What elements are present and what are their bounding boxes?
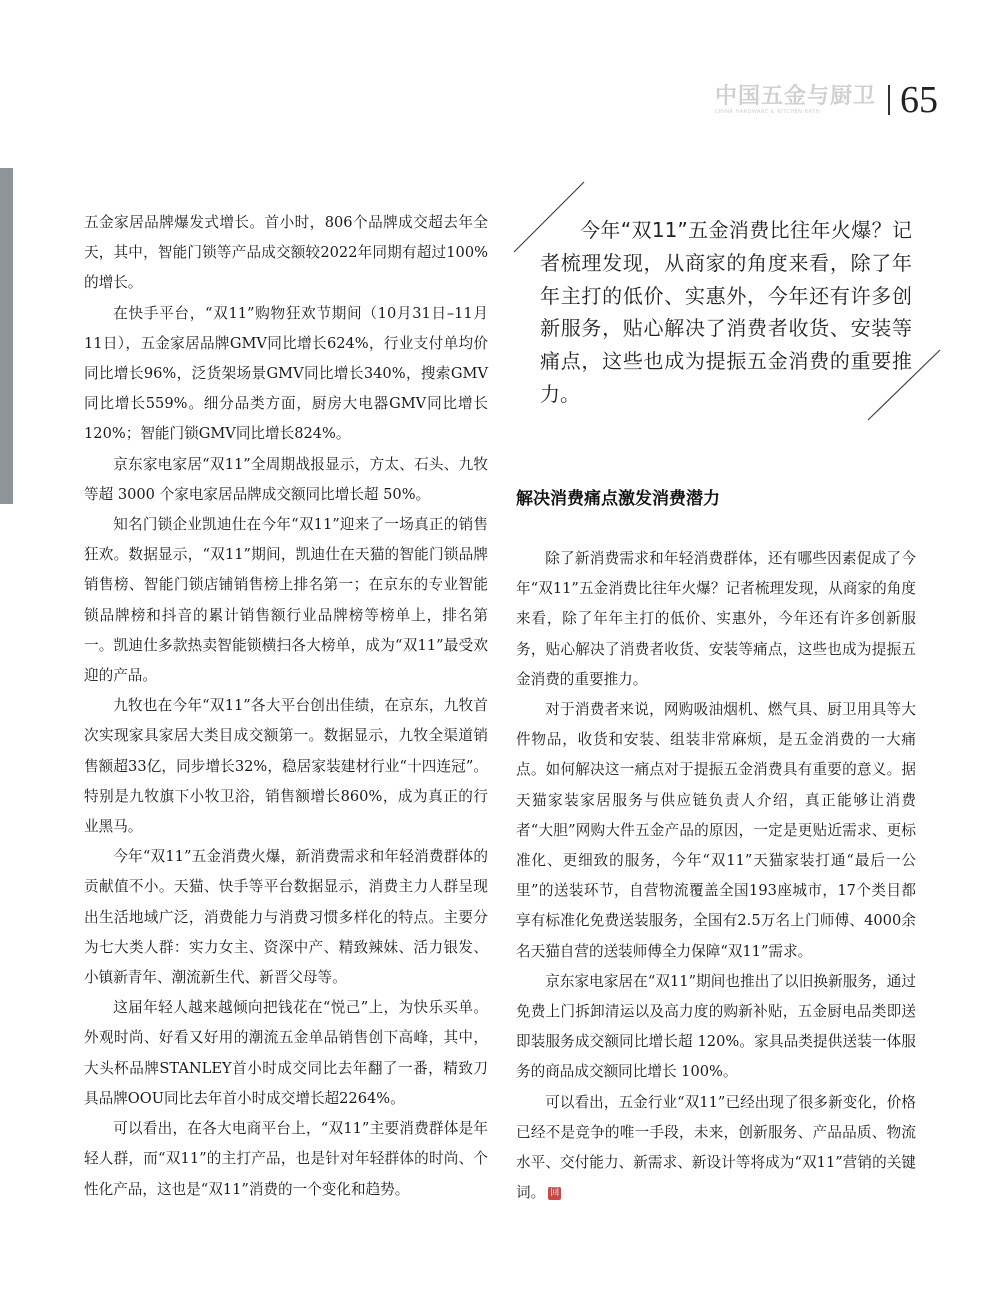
article-paragraph: 在快手平台，“双11”购物狂欢节期间（10月31日–11月11日），五金家居品牌GMV同比增长624%，行业支付单均价同比增长96%，泛货架场景GMV同比增长340%，搜索GMV同比增长559%。细分品类方面，厨房大电器GMV同比增长120%；智能门锁GMV同比增长824%。 xyxy=(84,304,488,443)
edge-color-bar xyxy=(0,168,13,504)
article-paragraph: 知名门锁企业凯迪仕在今年“双11”迎来了一场真正的销售狂欢。数据显示，“双11”期间，凯迪仕在天猫的智能门锁品牌销售榜、智能门锁店铺销售榜上排名第一；在京东的专业智能锁品牌榜和抖音的累计销售额行业品牌榜等榜单上，排名第一。凯迪仕多款热卖智能锁横扫各大榜单，成为“双11”最受欢迎的产品。 xyxy=(84,516,488,685)
section-heading: 解决消费痛点激发消费潜力 xyxy=(516,489,720,509)
logo-text: 中国五金与厨卫 xyxy=(714,83,876,109)
pull-quote-text: 今年“双11”五金消费比往年火爆？记者梳理发现，从商家的角度来看，除了年年主打的低价、实惠外，今年还有许多创新服务，贴心解决了消费者收货、安装等痛点，这些也成为提振五金消费的重要推力。 xyxy=(540,218,912,406)
logo-subtext: CHINA HARDWARE & KITCHEN·BATH xyxy=(714,108,820,115)
article-paragraph: 京东家电家居“双11”全周期战报显示，方太、石头、九牧等超 3000 个家电家居品牌成交额同比增长超 50%。 xyxy=(84,455,488,503)
article-paragraph: 五金家居品牌爆发式增长。首小时，806个品牌成交超去年全天，其中，智能门锁等产品成交额较2022年同期有超过100%的增长。 xyxy=(84,214,488,292)
article-paragraph: 可以看出，在各大电商平台上，“双11”主要消费群体是年轻人群，而“双11”的主打产品，也是针对年轻群体的时尚、个性化产品，这也是“双11”消费的一个变化和趋势。 xyxy=(84,1120,488,1198)
magazine-logo xyxy=(715,85,876,116)
article-paragraph: 这届年轻人越来越倾向把钱花在“悦己”上，为快乐买单。外观时尚、好看又好用的潮流五金单品销售创下高峰，其中，大头杯品牌STANLEY首小时成交同比去年翻了一番，精致刀具品牌OOU同比去年首小时成交增长超2264%。 xyxy=(84,999,488,1107)
pull-quote-box xyxy=(512,180,942,422)
article-paragraph-last xyxy=(516,1088,916,1209)
page-header xyxy=(715,80,938,120)
article-paragraph: 对于消费者来说，网购吸油烟机、燃气具、厨卫用具等大件物品，收货和安装、组装非常麻烦，是五金消费的一大痛点。如何解决这一痛点对于提振五金消费具有重要的意义。据天猫家装家居服务与供应链负责人介绍，真正能够让消费者“大胆”网购大件五金产品的原因，一定是更贴近需求、更标准化、更细致的服务，今年“双11”天猫家装打通“最后一公里”的送装环节，自营物流覆盖全国193座城市，17个类目都享有标准化免费送装服务，全国有2.5万名上门师傅、4000余名天猫自营的送装师傅全力保障“双11”需求。 xyxy=(516,701,916,960)
article-paragraph: 京东家电家居在“双11”期间也推出了以旧换新服务，通过免费上门拆卸清运以及高力度的购新补贴，五金厨电品类即送即装服务成交额同比增长超 120%。家具品类提供送装一体服务的商品成交额同比增长 100%。 xyxy=(516,972,916,1081)
article-paragraph: 除了新消费需求和年轻消费群体，还有哪些因素促成了今年“双11”五金消费比往年火爆？记者梳理发现，从商家的角度来看，除了年年主打的低价、实惠外，今年还有许多创新服务，贴心解决了消费者收货、安装等痛点，这些也成为提振五金消费的重要推力。 xyxy=(516,550,916,688)
article-paragraph: 九牧也在今年“双11”各大平台创出佳绩，在京东，九牧首次实现家具家居大类目成交额第一。数据显示，九牧全渠道销售额超33亿，同步增长32%，稳居家装建材行业“十四连冠”。特别是九牧旗下小牧卫浴，销售额增长860%，成为真正的行业黑马。 xyxy=(84,697,488,836)
article-paragraph: 今年“双11”五金消费火爆，新消费需求和年轻消费群体的贡献值不小。天猫、快手等平台数据显示，消费主力人群呈现出生活地域广泛，消费能力与消费习惯多样化的特点。主要分为七大类人群：实力女主、资深中产、精致辣妹、活力银发、小镇新青年、潮流新生代、新晋父母等。 xyxy=(84,848,488,987)
page-number: 65 xyxy=(900,79,938,121)
left-article-column xyxy=(84,208,488,1205)
right-article-column xyxy=(516,544,916,1208)
header-divider xyxy=(888,85,890,115)
end-of-article-icon: 回 xyxy=(550,1187,560,1198)
last-paragraph-text: 可以看出，五金行业“双11”已经出现了很多新变化，价格已经不是竞争的唯一手段，未来，创新服务、产品品质、物流水平、交付能力、新需求、新设计等将成为“双11”营销的关键词。 xyxy=(516,1093,916,1202)
